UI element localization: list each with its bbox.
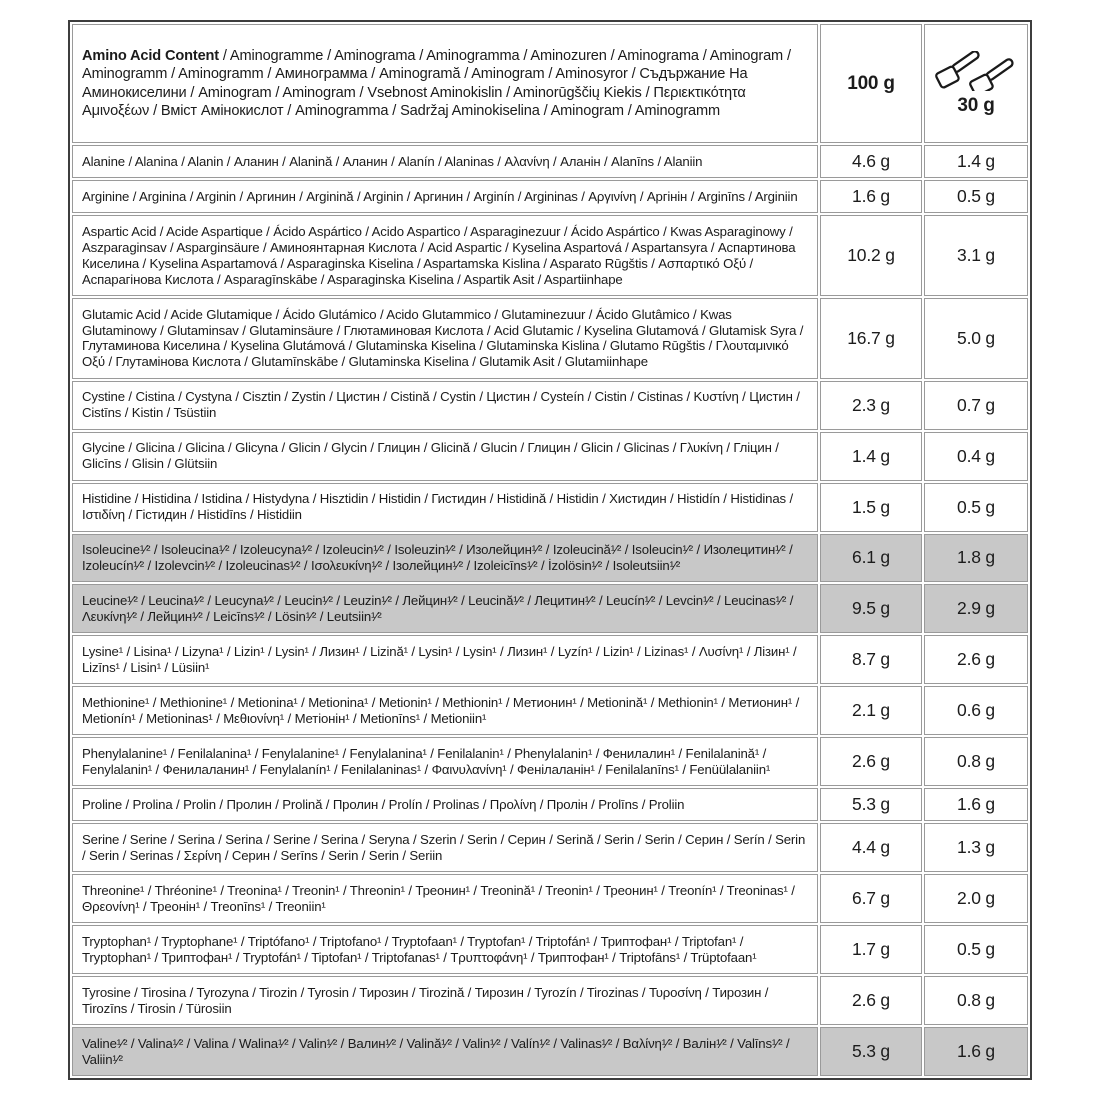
row-glutamic-acid: [72, 298, 1028, 379]
row-isoleucine: [72, 534, 1028, 583]
value-per-100g: 6.7 g: [820, 874, 922, 923]
table-title-primary: Amino Acid Content: [82, 47, 220, 64]
table-title: [82, 47, 808, 121]
value-per-30g: 0.8 g: [924, 737, 1028, 786]
value-per-100g: 16.7 g: [820, 298, 922, 379]
amino-name: Phenylalanine¹ / Fenilalanina¹ / Fenylalanine¹ / Fenylalanina¹ / Fenilalanin¹ / Phenylalanin¹ / Фенилалин¹ / Fenilalanină¹ / Fenylalanin¹ / Фенилаланин¹ / Fenylalanín¹ / Fenilalaninas¹ / Φαινυλανίνη¹ / Фенілаланін¹ / Fenilalanīns¹ / Fenüülalaniin¹: [72, 737, 818, 786]
value-per-100g: 8.7 g: [820, 635, 922, 684]
value-per-30g: 3.1 g: [924, 215, 1028, 296]
row-lysine: [72, 635, 1028, 684]
amino-name: Serine / Serine / Serina / Serina / Serine / Serina / Seryna / Szerin / Serin / Серин / Serină / Serin / Serin / Серин / Serín / Serin / Serin / Serinas / Σερίνη / Серин / Serīns / Serin / Serin / Seriin: [72, 823, 818, 872]
amino-name: Threonine¹ / Thréonine¹ / Treonina¹ / Treonin¹ / Threonin¹ / Треонин¹ / Treonină¹ / Treonin¹ / Треонин¹ / Treonín¹ / Treoninas¹ / Θρεονίνη¹ / Треонін¹ / Treonīns¹ / Treoniin¹: [72, 874, 818, 923]
table-title-translations: / Aminogramme / Aminograma / Aminogramma / Aminozuren / Aminograma / Aminogram / Aminogramm / Aminogramm / Аминограмма / Aminogramă / Aminogram / Aminosyror / Съдържание На Аминокиселини / Aminogram / Aminogram / Vsebnost Aminokislin / Aminorūgščių Kiekis / Περιεκτικότητα Αμινοξέων / Вміст Амінокислот / Aminogramma / Sadržaj Aminokiselina / Aminogram / Aminogramm: [82, 47, 791, 119]
value-per-30g: 2.6 g: [924, 635, 1028, 684]
column-header-100g: [820, 24, 922, 143]
amino-name: Leucine¹⁄² / Leucina¹⁄² / Leucyna¹⁄² / Leucin¹⁄² / Leuzin¹⁄² / Лейцин¹⁄² / Leucină¹⁄² / Лецитин¹⁄² / Leucín¹⁄² / Levcin¹⁄² / Leucinas¹⁄² / Λευκίνη¹⁄² / Лейцин¹⁄² / Leicīns¹⁄² / Lösin¹⁄² / Leutsiin¹⁄²: [72, 584, 818, 633]
table-title-cell: [72, 24, 818, 143]
row-serine: [72, 823, 1028, 872]
amino-name: Valine¹⁄² / Valina¹⁄² / Valina / Walina¹⁄² / Valin¹⁄² / Валин¹⁄² / Valină¹⁄² / Valin¹⁄² / Valín¹⁄² / Valinas¹⁄² / Βαλίνη¹⁄² / Валін¹⁄² / Valīns¹⁄² / Valiin¹⁄²: [72, 1027, 818, 1076]
amino-name: Methionine¹ / Methionine¹ / Metionina¹ / Metionina¹ / Metionin¹ / Methionin¹ / Метионин¹ / Metionină¹ / Methionin¹ / Метионин¹ / Metionín¹ / Metioninas¹ / Μεθιονίνη¹ / Метіонін¹ / Metionīns¹ / Metioniin¹: [72, 686, 818, 735]
value-per-100g: 1.6 g: [820, 180, 922, 213]
amino-name: Histidine / Histidina / Istidina / Histydyna / Hisztidin / Histidin / Гистидин / Histidină / Histidin / Хистидин / Histidín / Histidinas / Ιστιδίνη / Гістидин / Histidīns / Histidiin: [72, 483, 818, 532]
row-methionine: [72, 686, 1028, 735]
value-per-100g: 2.6 g: [820, 737, 922, 786]
row-glycine: [72, 432, 1028, 481]
value-per-100g: 10.2 g: [820, 215, 922, 296]
value-per-30g: 0.5 g: [924, 925, 1028, 974]
row-aspartic-acid: [72, 215, 1028, 296]
column-header-30g: [924, 24, 1028, 143]
value-per-30g: 1.3 g: [924, 823, 1028, 872]
amino-name: Glycine / Glicina / Glicina / Glicyna / Glicin / Glycin / Глицин / Glicină / Glucin / Глицин / Glicin / Glicinas / Γλυκίνη / Гліцин / Glicīns / Glisin / Glütsiin: [72, 432, 818, 481]
row-proline: [72, 788, 1028, 821]
value-per-30g: 2.9 g: [924, 584, 1028, 633]
value-per-100g: 4.6 g: [820, 145, 922, 178]
value-per-30g: 2.0 g: [924, 874, 1028, 923]
amino-name: Arginine / Arginina / Arginin / Аргинин / Arginină / Arginin / Аргинин / Arginín / Argininas / Αργινίνη / Аргінін / Arginīns / Arginiin: [72, 180, 818, 213]
value-per-30g: 0.5 g: [924, 180, 1028, 213]
value-per-100g: 5.3 g: [820, 788, 922, 821]
row-cystine: [72, 381, 1028, 430]
amino-acid-table: [68, 20, 1032, 1080]
value-per-30g: 0.7 g: [924, 381, 1028, 430]
value-per-30g: 1.6 g: [924, 788, 1028, 821]
value-per-100g: 6.1 g: [820, 534, 922, 583]
row-threonine: [72, 874, 1028, 923]
value-per-100g: 2.1 g: [820, 686, 922, 735]
row-valine: [72, 1027, 1028, 1076]
row-histidine: [72, 483, 1028, 532]
value-per-30g: 0.5 g: [924, 483, 1028, 532]
measuring-scoops-icon: [932, 51, 1020, 91]
amino-name: Tryptophan¹ / Tryptophane¹ / Triptófano¹ / Triptofano¹ / Tryptofaan¹ / Tryptofan¹ / Triptofán¹ / Триптофан¹ / Triptofan¹ / Tryptophan¹ / Триптофан¹ / Tryptofán¹ / Tiptofan¹ / Triptofanas¹ / Τρυπτοφάνη¹ / Триптофан¹ / Triptofāns¹ / Trüptofaan¹: [72, 925, 818, 974]
row-tryptophan: [72, 925, 1028, 974]
row-arginine: [72, 180, 1028, 213]
value-per-30g: 1.4 g: [924, 145, 1028, 178]
amino-name: Proline / Prolina / Prolin / Пролин / Prolină / Пролин / Prolín / Prolinas / Προλίνη / Пролін / Prolīns / Proliin: [72, 788, 818, 821]
row-tyrosine: [72, 976, 1028, 1025]
value-per-100g: 4.4 g: [820, 823, 922, 872]
value-per-30g: 0.8 g: [924, 976, 1028, 1025]
value-per-30g: 1.6 g: [924, 1027, 1028, 1076]
amino-name: Isoleucine¹⁄² / Isoleucina¹⁄² / Izoleucyna¹⁄² / Izoleucin¹⁄² / Isoleuzin¹⁄² / Изолейцин¹⁄² / Izoleucină¹⁄² / Isoleucin¹⁄² / Изолецитин¹⁄² / Izoleucín¹⁄² / Izolevcin¹⁄² / Izoleucinas¹⁄² / Ισολευκίνη¹⁄² / Ізолейцин¹⁄² / Izoleicīns¹⁄² / İzolösin¹⁄² / Isoleutsiin¹⁄²: [72, 534, 818, 583]
column-header-30g-label: 30 g: [957, 94, 995, 116]
row-phenylalanine: [72, 737, 1028, 786]
amino-name: Glutamic Acid / Acide Glutamique / Ácido Glutámico / Acido Glutammico / Glutaminezuur / Ácido Glutâmico / Kwas Glutaminowy / Glutaminsav / Glutaminsäure / Глютаминовая Кислота / Acid Glutamic / Kyselina Glutamová / Glutamisk Syra / Глутаминова Киселина / Kyselina Glutámová / Glutaminska Kiselina / Glutaminska Kislina / Glutamo Rūgštis / Γλουταμινικό Οξύ / Глутамінова Кислота / Glutamīnskābe / Glutaminska Kiselina / Glutamik Asit / Glutamiinhape: [72, 298, 818, 379]
value-per-100g: 2.6 g: [820, 976, 922, 1025]
amino-name: Aspartic Acid / Acide Aspartique / Ácido Aspártico / Acido Aspartico / Asparaginezuur / Ácido Aspártico / Kwas Asparaginowy / Aszparaginsav / Asparginsäure / Аминоянтарная Кислота / Acid Aspartic / Kyselina Aspartová / Aspartansyra / Аспартинова Киселина / Kyselina Aspartamová / Asparaginska Kiselina / Aspartamska Kislina / Asparato Rūgštis / Ασπαρτικό Οξύ / Аспарагінова Кислота / Asparagīnskābe / Asparaginska Kiselina / Aspartik Asit / Aspartiinhape: [72, 215, 818, 296]
value-per-30g: 0.4 g: [924, 432, 1028, 481]
value-per-30g: 1.8 g: [924, 534, 1028, 583]
value-per-100g: 2.3 g: [820, 381, 922, 430]
row-alanine: [72, 145, 1028, 178]
value-per-30g: 0.6 g: [924, 686, 1028, 735]
value-per-100g: 9.5 g: [820, 584, 922, 633]
value-per-100g: 5.3 g: [820, 1027, 922, 1076]
value-per-100g: 1.7 g: [820, 925, 922, 974]
column-header-100g-label: 100 g: [847, 72, 895, 94]
amino-name: Cystine / Cistina / Cystyna / Cisztin / Zystin / Цистин / Cistină / Cystin / Цистин / Cysteín / Cistin / Cistinas / Κυστίνη / Цистин / Cistīns / Kistin / Tsüstiin: [72, 381, 818, 430]
amino-name: Alanine / Alanina / Alanin / Аланин / Alanină / Аланин / Alanín / Alaninas / Αλανίνη / Аланін / Alanīns / Alaniin: [72, 145, 818, 178]
row-leucine: [72, 584, 1028, 633]
value-per-30g: 5.0 g: [924, 298, 1028, 379]
amino-name: Tyrosine / Tirosina / Tyrozyna / Tirozin / Tyrosin / Тирозин / Tirozină / Тирозин / Tyrozín / Tirozinas / Τυροσίνη / Тирозин / Tirozīns / Tirosin / Türosiin: [72, 976, 818, 1025]
value-per-100g: 1.4 g: [820, 432, 922, 481]
value-per-100g: 1.5 g: [820, 483, 922, 532]
amino-name: Lysine¹ / Lisina¹ / Lizyna¹ / Lizin¹ / Lysin¹ / Лизин¹ / Lizină¹ / Lysin¹ / Lysin¹ / Лизин¹ / Lyzín¹ / Lizin¹ / Lizinas¹ / Λυσίνη¹ / Лізин¹ / Lizīns¹ / Lisin¹ / Lüsiin¹: [72, 635, 818, 684]
table-header-row: [72, 24, 1028, 143]
